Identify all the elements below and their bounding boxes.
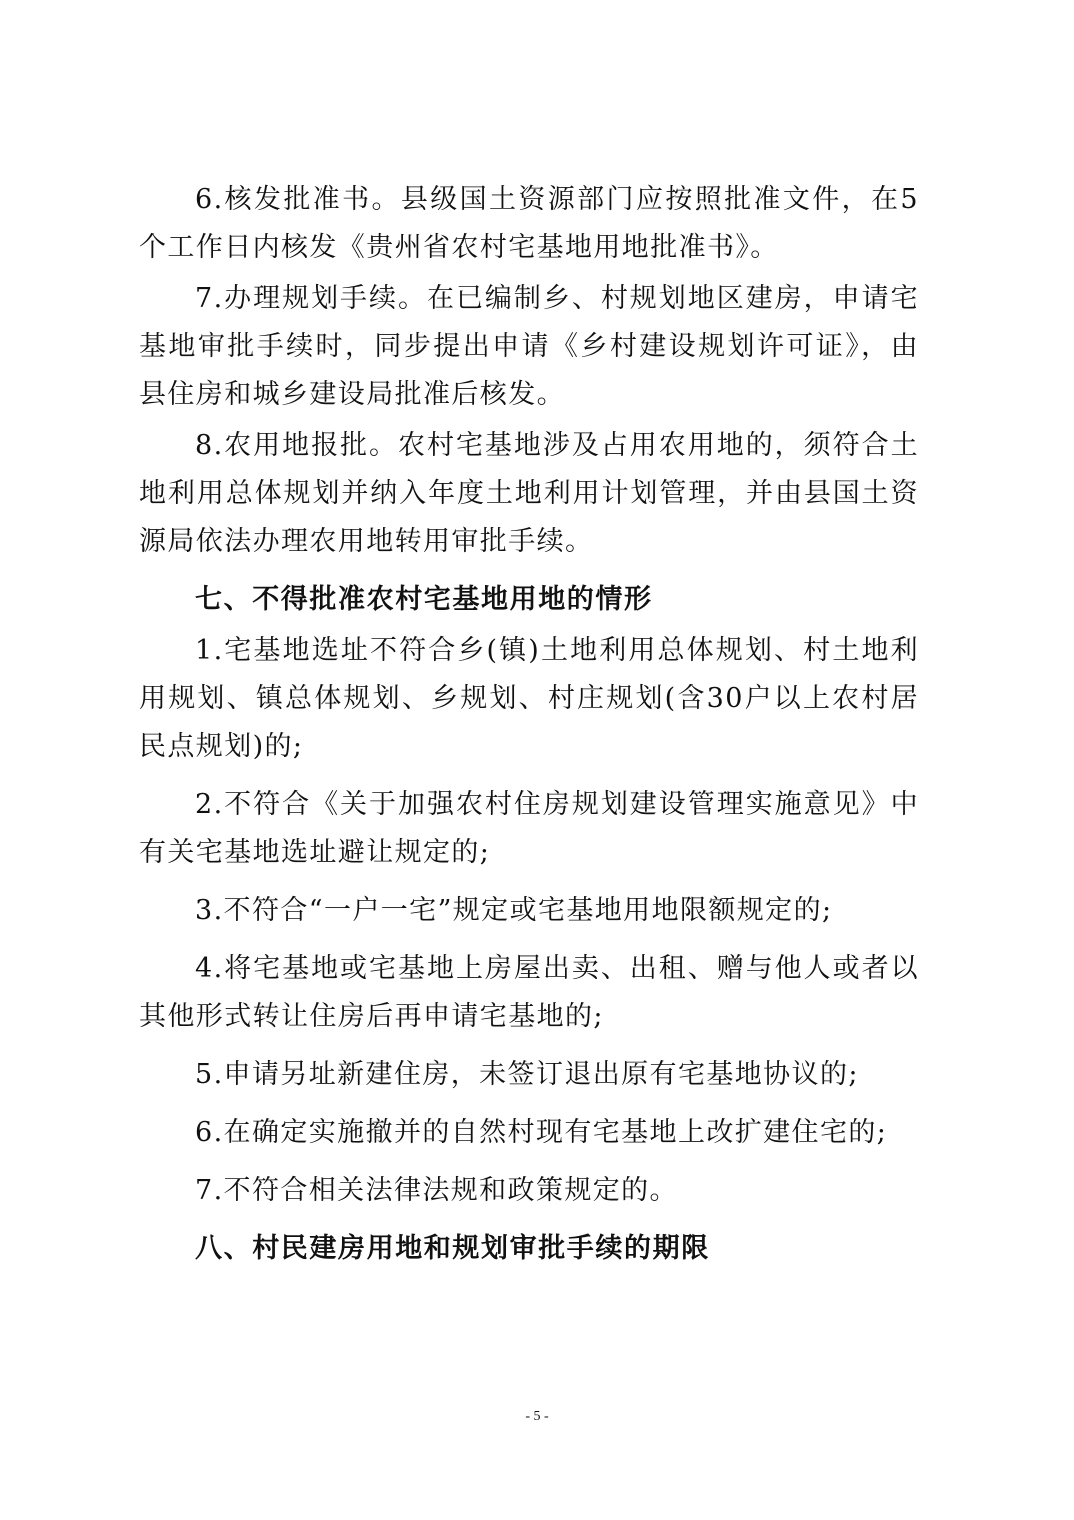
document-body [139,176,919,1273]
section-heading-7: 七、不得批准农村宅基地用地的情形 [195,584,653,615]
list-item-4: 4.将宅基地或宅基地上房屋出卖、出租、赠与他人或者以其他形式转让住房后再申请宅基地的; [139,953,919,1032]
list-item-5: 5.申请另址新建住房，未签订退出原有宅基地协议的; [195,1059,859,1090]
list-item-3: 3.不符合“一户一宅”规定或宅基地用地限额规定的; [195,895,833,926]
paragraph-item-8-farmland-approval: 8.农用地报批。农村宅基地涉及占用农用地的，须符合土地利用总体规划并纳入年度土地利用计划管理，并由县国土资源局依法办理农用地转用审批手续。 [139,430,919,557]
list-item-1: 1.宅基地选址不符合乡(镇)土地利用总体规划、村土地利用规划、镇总体规划、乡规划、村庄规划(含30户以上农村居民点规划)的; [139,635,919,762]
list-item-7: 7.不符合相关法律法规和政策规定的。 [195,1175,678,1206]
paragraph-item-6-approval-certificate: 6.核发批准书。县级国土资源部门应按照批准文件，在5个工作日内核发《贵州省农村宅基地用地批准书》。 [139,184,919,263]
list-item-6: 6.在确定实施撤并的自然村现有宅基地上改扩建住宅的; [195,1117,888,1148]
page-number: - 5 - [525,1409,549,1424]
list-item-2: 2.不符合《关于加强农村住房规划建设管理实施意见》中有关宅基地选址避让规定的; [139,789,919,868]
paragraph-item-7-planning-procedures: 7.办理规划手续。在已编制乡、村规划地区建房，申请宅基地审批手续时，同步提出申请《乡村建设规划许可证》，由县住房和城乡建设局批准后核发。 [139,283,919,410]
section-heading-8: 八、村民建房用地和规划审批手续的期限 [195,1233,710,1264]
